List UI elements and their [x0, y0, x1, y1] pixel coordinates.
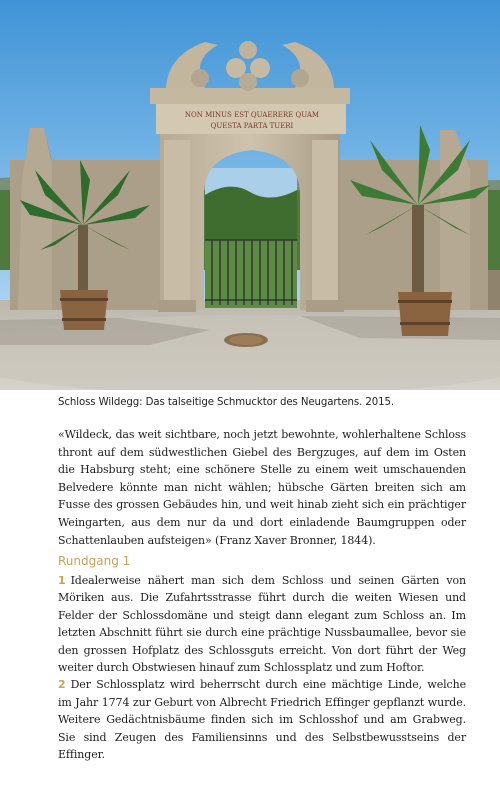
- photo-caption: Schloss Wildegg: Das talseitige Schmucktor des Neugartens. 2015.: [58, 397, 395, 408]
- paragraph-text: Idealerweise nähert man sich dem Schloss und seinen Gärten von Möriken aus. Die Zufahrtsstrasse führt durch die weiten Wiesen und Felder der Schlossdomäne und steigt dann elegant zum Schloss an. Im letzten Abschnitt führt sie durch eine prächtige Nussbaumallee, bevor sie den grossen Hofplatz des Schlossguts erreicht. Von dort führt der Weg weiter durch Obstwiesen hinauf zum Schlossplatz und zum Hoftor.: [58, 574, 466, 675]
- section-body: [58, 572, 466, 763]
- paragraph-1: [58, 572, 466, 676]
- paragraph-number: 1: [58, 574, 66, 587]
- castle-gate-photo: [0, 0, 500, 390]
- gate-inscription-line2: QUESTA PARTA TUERI: [210, 122, 294, 130]
- paragraph-2: [58, 676, 466, 763]
- section-title: Rundgang 1: [58, 554, 131, 568]
- paragraph-number: 2: [58, 678, 66, 692]
- paragraph-text: Der Schlossplatz wird beherrscht durch eine mächtige Linde, welche im Jahr 1774 zur Geburt von Albrecht Friedrich Effinger gepflanzt wurde. Weitere Gedächtnisbäume finden sich im Schlosshof und am Grabweg. Sie sind Zeugen des Familiensinns und des Selbstbewusstseins der Effinger.: [58, 678, 466, 762]
- bronner-quote: «Wildeck, das weit sichtbare, noch jetzt bewohnte, wohlerhaltene Schloss thront auf dem südwestlichen Giebel des Bergzuges, auf dem im Osten die Habsburg steht; eine schönere Stelle zu einem weit umschauenden Belvedere könnte man nicht wählen; hübsche Gärten breiten sich am Fusse des grossen Gebäudes hin, und weit hinab zieht sich ein prächtiger Weingarten, aus dem nur da und dort einladende Baumgruppen oder Schattenlauben aufsteigen» (Franz Xaver Bronner, 1844).: [58, 428, 466, 547]
- gate-inscription-line1: NON MINUS EST QUAERERE QUAM: [184, 111, 320, 119]
